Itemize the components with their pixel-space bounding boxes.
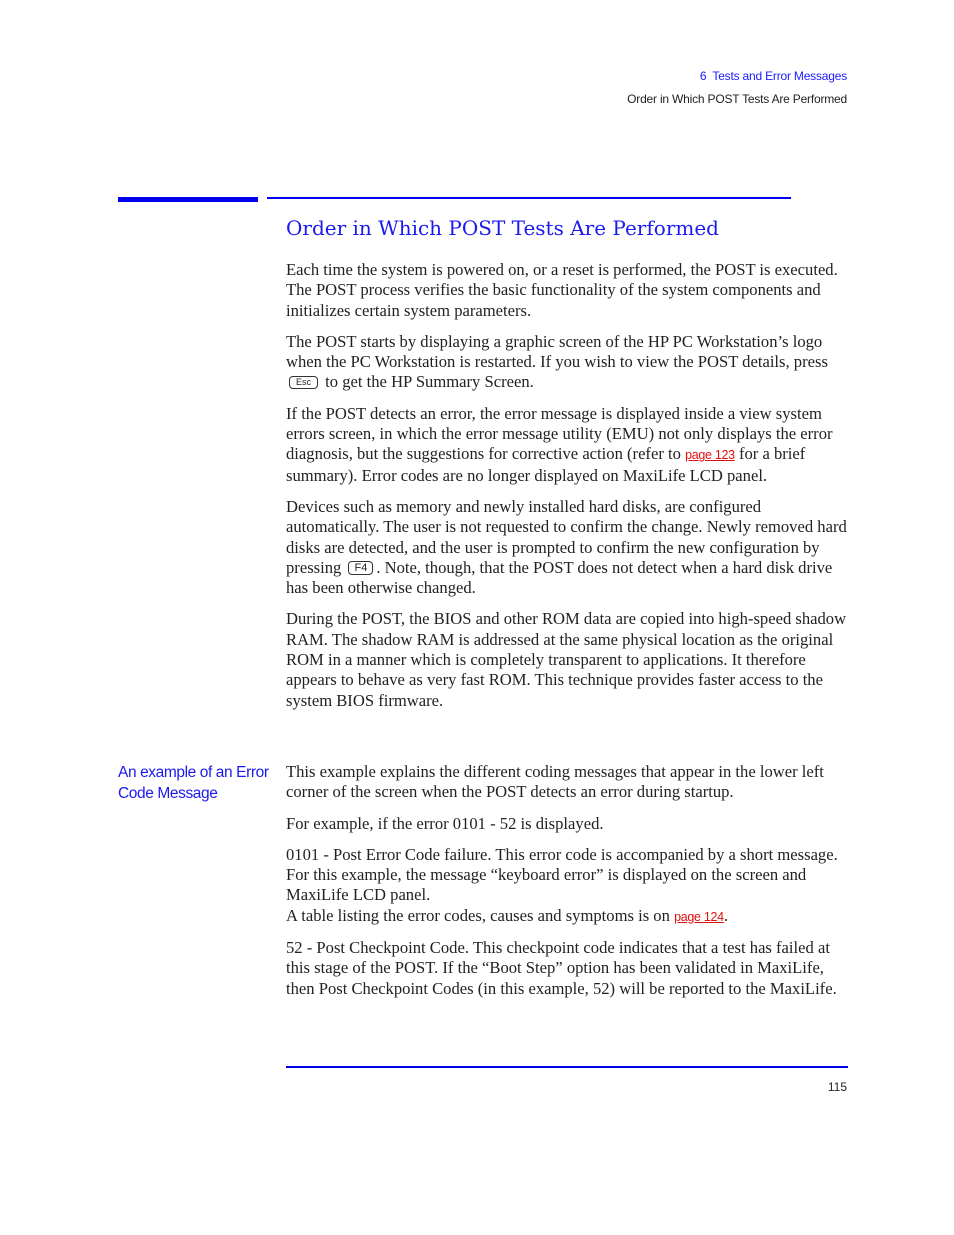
running-header-chapter — [700, 69, 847, 83]
page-title: Order in Which POST Tests Are Performed — [286, 216, 719, 240]
paragraph-post-graphic-screen: The POST starts by displaying a graphic screen of the HP PC Workstation’s logo when the PC Workstation is restarted. If you wish to view the POST details, press Esc to get the HP Summary Screen. — [286, 331, 828, 392]
paragraph-shadow-ram: During the POST, the BIOS and other ROM data are copied into high-speed shadow RAM. The shadow RAM is addressed at the same physical location as the original ROM in a manner which is completely transparent to applications. It therefore appears to behave as very fast ROM. This technique provides faster access to the system BIOS firmware. — [286, 609, 847, 710]
chapter-title: Tests and Error Messages — [712, 69, 847, 83]
running-header-section: Order in Which POST Tests Are Performed — [627, 92, 847, 106]
page-number: 115 — [827, 1080, 847, 1094]
paragraph-post-error-code: 0101 - Post Error Code failure. This error code is accompanied by a short message. For this example, the message “keyboard error” is displayed on the screen and MaxiLife LCD panel. A table listing the error codes, causes and symptoms is on page 124. — [286, 844, 838, 925]
paragraph-post-error-display: If the POST detects an error, the error message is displayed inside a view system errors screen, in which the error message utility (EMU) not only displays the error diagnosis, but the suggestions for corrective action (refer to page 123 for a brief summary). Error codes are no longer displayed on MaxiLife LCD panel. — [286, 403, 833, 485]
side-heading-error-code-example: An example of an Error Code Message — [118, 764, 269, 802]
paragraph-post-intro: Each time the system is powered on, or a reset is performed, the POST is executed. The POST process verifies the basic functionality of the system components and initializes certain system parameters. — [286, 260, 838, 320]
paragraph-checkpoint-code: 52 - Post Checkpoint Code. This checkpoint code indicates that a test has failed at this stage of the POST. If the “Boot Step” option has been validated in MaxiLife, then Post Checkpoint Codes (in this example, 52) will be reported to the MaxiLife. — [286, 938, 837, 998]
f4-key-icon: F4 — [348, 561, 373, 575]
section-error-code-body — [286, 762, 848, 1010]
section-post-order-body — [286, 260, 848, 722]
section-rule-thick — [118, 197, 258, 202]
footer-rule — [286, 1066, 848, 1068]
paragraph-devices-config: Devices such as memory and newly installed hard disks, are configured automatically. The user is not requested to confirm the change. Newly removed hard disks are detected, and the user is prompted to confirm the new configuration by pressing F4 . Note, though, that the POST does not detect when a hard disk drive has been otherwise changed. — [286, 496, 847, 598]
paragraph-example-intro: This example explains the different coding messages that appear in the lower left corner of the screen when the POST detects an error during startup. — [286, 762, 824, 802]
chapter-number: 6 — [699, 69, 707, 83]
link-page-124[interactable]: page 124 — [674, 909, 724, 924]
esc-key-icon: Esc — [289, 376, 318, 389]
section-rule-thin — [267, 197, 791, 199]
paragraph-example-code: For example, if the error 0101 - 52 is displayed. — [286, 813, 604, 833]
link-page-123[interactable]: page 123 — [685, 448, 735, 463]
